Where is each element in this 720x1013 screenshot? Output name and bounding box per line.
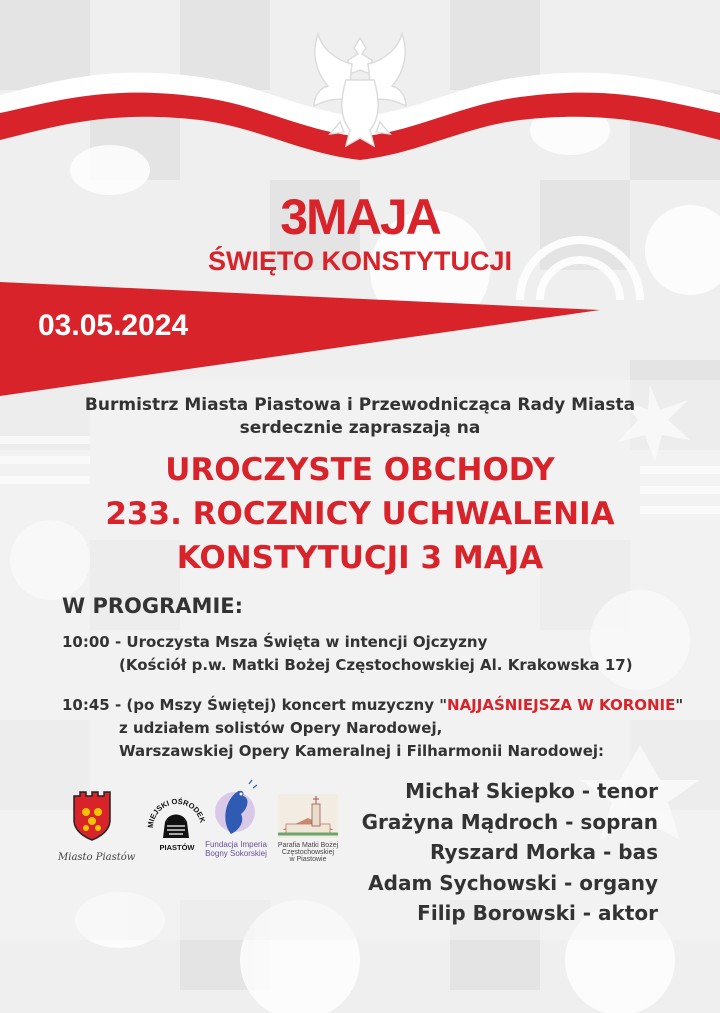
parafia-caption-2: Częstochowskiej	[281, 849, 335, 856]
concert-title: NAJJAŚNIEJSZA W KORONIE	[447, 696, 676, 714]
mok-logo-icon	[145, 782, 205, 862]
headline-line-1: UROCZYSTE OBCHODY	[165, 452, 555, 488]
church-icon	[278, 794, 338, 838]
program-item-concert-line3: Warszawskiej Opery Kameralnej i Filharmonii Narodowej:	[119, 742, 605, 760]
parafia-caption-3: w Piastowie	[289, 856, 327, 863]
mok-arc-text: MIEJSKI OŚRODE	[145, 796, 205, 829]
logo-mok	[145, 782, 205, 862]
page-title: 3MAJA	[280, 189, 440, 245]
logo-fundacja	[205, 776, 267, 858]
logo-miasto-piastow	[58, 790, 138, 863]
performer: Michał Skiepko - tenor	[405, 779, 658, 803]
headline-line-2: 233. ROCZNICY UCHWALENIA	[105, 496, 615, 532]
performer: Grażyna Mądroch - sopran	[361, 809, 658, 834]
intro-text	[0, 394, 720, 440]
performer: Filip Borowski - aktor	[417, 901, 658, 925]
program-item-mass	[62, 631, 633, 677]
performers-list	[362, 776, 658, 929]
fundacja-caption-1: Fundacja Imperia	[205, 840, 267, 849]
intro-line-1: Burmistrz Miasta Piastowa i Przewodnicząca Rady Miasta	[84, 395, 636, 415]
headline	[0, 448, 720, 580]
program-item-concert-prefix: 10:45 - (po Mszy Świętej) koncert muzyczny "	[62, 696, 448, 714]
page-subtitle: ŚWIĘTO KONSTYTUCJI	[207, 246, 513, 276]
program-item-mass-line1: 10:00 - Uroczysta Msza Święta w intencji Ojczyzny	[62, 633, 488, 651]
program-item-concert-line2: z udziałem solistów Opery Narodowej,	[119, 719, 443, 737]
headline-line-3: KONSTYTUCJI 3 MAJA	[176, 540, 544, 576]
eagle-emblem-icon	[300, 30, 420, 155]
event-date: 03.05.2024	[38, 309, 189, 342]
program-item-concert-suffix: "	[675, 696, 684, 714]
mok-bottom-text: PIASTÓW	[159, 843, 195, 852]
piastow-crest-icon	[72, 790, 112, 842]
performer: Ryszard Morka - bas	[430, 840, 658, 864]
piastow-caption: Miasto Piastów	[58, 852, 136, 863]
parafia-caption-1: Parafia Matki Bożej	[277, 842, 339, 849]
program-item-mass-line2: (Kościół p.w. Matki Bożej Częstochowskiej Al. Krakowska 17)	[119, 656, 633, 674]
program-heading: W PROGRAMIE:	[62, 594, 244, 618]
fundacja-caption-2: Bogny Sokorskiej	[205, 849, 267, 858]
performer: Adam Sychowski - organy	[368, 870, 658, 895]
logo-parafia	[272, 794, 344, 863]
fundacja-bird-icon	[211, 776, 261, 840]
program-item-concert	[62, 694, 683, 763]
intro-line-2: serdecznie zapraszają na	[239, 418, 481, 438]
